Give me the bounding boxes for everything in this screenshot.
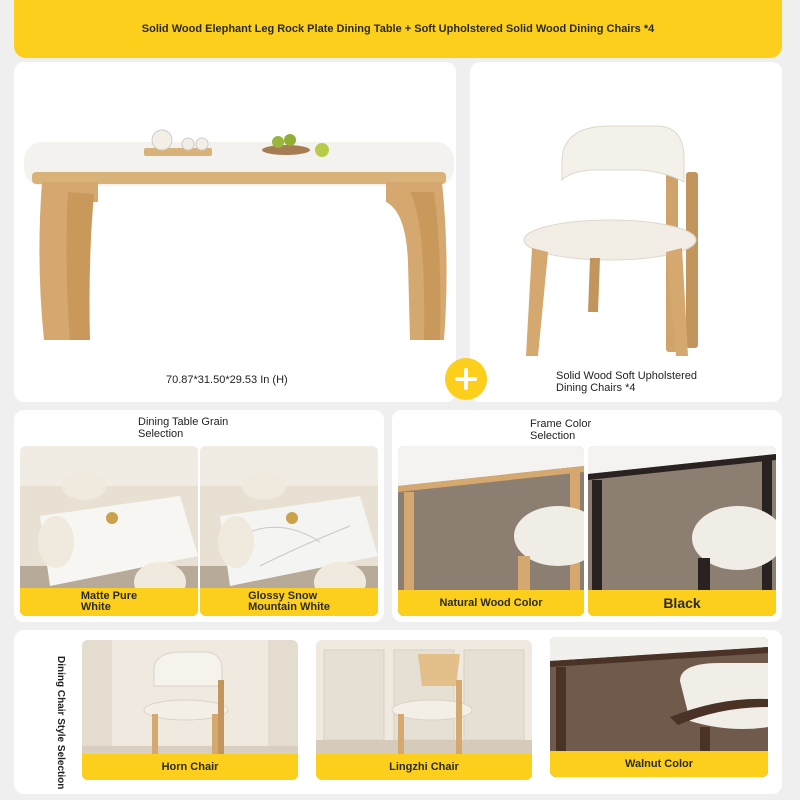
- option-line2: Mountain White: [248, 601, 330, 613]
- horn-chair-illustration: [470, 62, 782, 362]
- page-title-banner: [14, 0, 782, 58]
- chair-caption-line1: Solid Wood Soft Upholstered: [556, 370, 698, 382]
- frame-option-black[interactable]: [588, 446, 776, 616]
- chair-caption: [556, 370, 697, 394]
- chair-style-label: Walnut Color: [550, 751, 768, 777]
- frame-section-title: [530, 418, 591, 442]
- grain-section-title: [138, 416, 228, 440]
- frame-title-line2: Selection: [530, 430, 576, 442]
- option-line2: White: [80, 601, 111, 613]
- plus-icon: [445, 358, 487, 400]
- grain-option-label: [20, 588, 198, 616]
- chair-style-walnut-color[interactable]: [550, 637, 768, 777]
- table-dimensions: 70.87*31.50*29.53 In (H): [166, 374, 288, 386]
- chair-style-horn-chair[interactable]: [82, 640, 298, 780]
- frame-title-line1: Frame Color: [530, 418, 592, 430]
- grain-title-line2: Selection: [138, 428, 184, 440]
- frame-option-label: Black: [588, 590, 776, 616]
- chair-style-lingzhi-chair[interactable]: [316, 640, 532, 780]
- grain-selection-panel: [14, 410, 384, 622]
- chair-product-panel: [470, 62, 782, 402]
- chair-style-label: Lingzhi Chair: [316, 754, 532, 780]
- frame-option-label: Natural Wood Color: [398, 590, 584, 616]
- grain-option-glossy-snow-mountain-white[interactable]: [200, 446, 378, 616]
- chair-caption-line2: Dining Chairs *4: [556, 382, 636, 394]
- grain-title-line1: Dining Table Grain: [138, 416, 229, 428]
- grain-option-label: [200, 588, 378, 616]
- chair-style-label: Horn Chair: [82, 754, 298, 780]
- grain-option-matte-pure-white[interactable]: [20, 446, 198, 616]
- frame-option-natural-wood[interactable]: [398, 446, 584, 616]
- frame-color-panel: [392, 410, 782, 622]
- chair-style-section-title: Dining Chair Style Selection: [55, 656, 66, 790]
- dining-table-illustration: [14, 62, 456, 362]
- table-product-panel: [14, 62, 456, 402]
- page-title: Solid Wood Elephant Leg Rock Plate Dining Table + Soft Upholstered Solid Wood Dining Chairs *4: [141, 23, 655, 35]
- option-line1: Matte Pure: [80, 590, 138, 602]
- option-line1: Glossy Snow: [248, 590, 318, 602]
